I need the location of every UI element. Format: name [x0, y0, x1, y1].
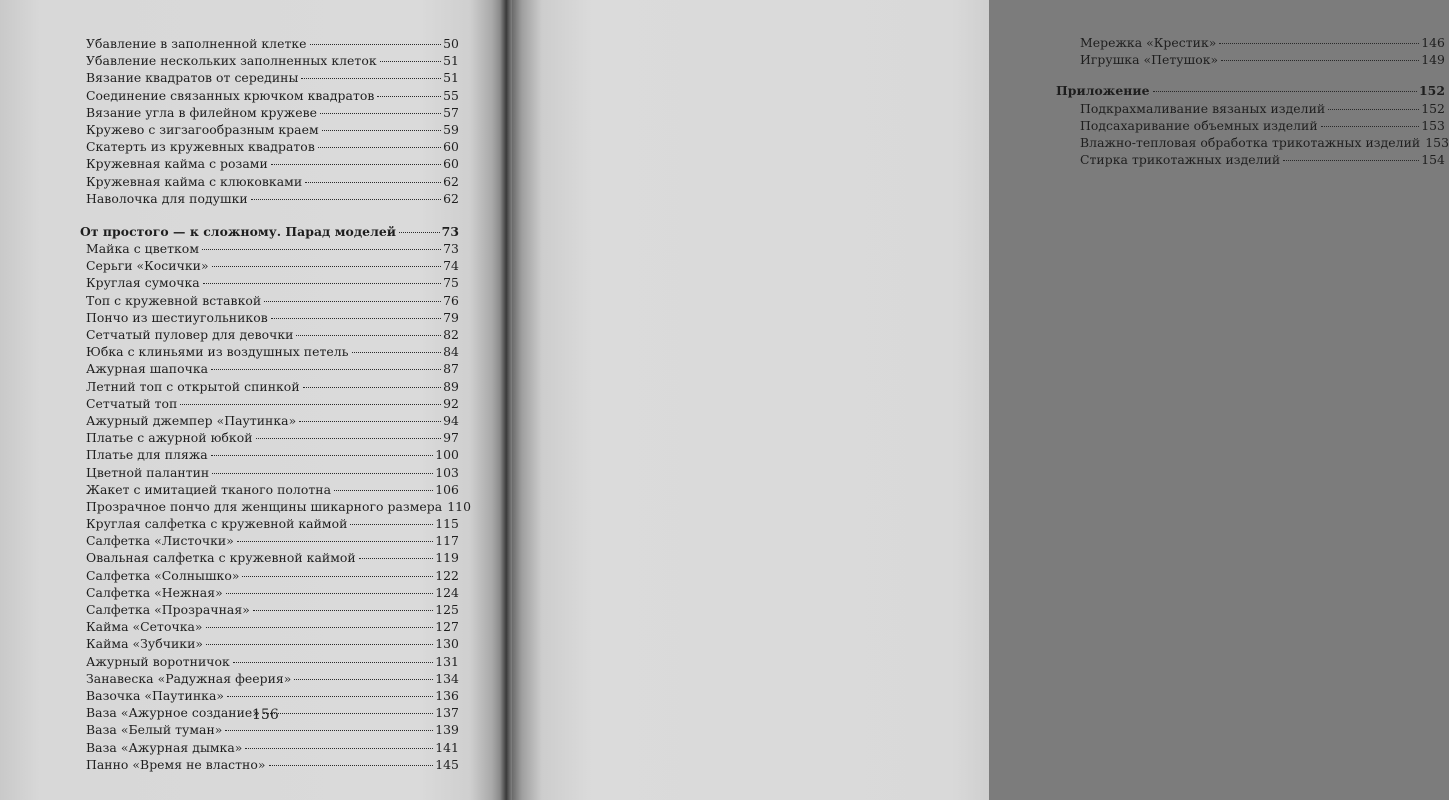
toc-entry-page-number: 75 — [443, 275, 459, 291]
toc-entry-title: Убавление нескольких заполненных клеток — [86, 53, 377, 69]
toc-entry-title: Игрушка «Петушок» — [1080, 52, 1219, 68]
toc-entry-page-number: 127 — [435, 619, 459, 635]
toc-entry-title: Ваза «Ажурное создание» — [86, 705, 260, 721]
dot-leader — [233, 651, 433, 663]
toc-entry-title: Убавление в заполненной клетке — [86, 36, 307, 51]
toc-entry-page-number: 100 — [435, 447, 459, 463]
toc-entry-title: Круглая сумочка — [86, 275, 200, 291]
toc-entry-title: Салфетка «Нежная» — [86, 584, 223, 600]
toc-entry-title: Майка с цветком — [86, 241, 200, 257]
toc-entry-page-number: 51 — [443, 53, 459, 69]
toc-section-heading-page-number: 152 — [1418, 83, 1445, 99]
toc-entry-page-number: 76 — [443, 292, 459, 308]
toc-entry-page-number: 125 — [435, 602, 459, 617]
toc-entry-title: Кайма «Зубчики» — [86, 636, 204, 652]
dot-leader — [352, 341, 442, 353]
toc-entry-page-number: 153 — [1421, 117, 1445, 133]
toc-entry-title: Серьги «Косички» — [86, 258, 209, 274]
dot-leader — [1321, 115, 1420, 127]
toc-section-heading-title: От простого — к сложному. Парад моделей — [80, 223, 397, 239]
dot-leader — [294, 668, 433, 680]
toc-entry-page-number: 62 — [443, 190, 459, 206]
toc-entry-page-number: 94 — [443, 412, 459, 428]
toc-entry-page-number: 84 — [443, 344, 459, 360]
toc-entry-page-number: 74 — [443, 258, 459, 274]
dot-leader — [211, 444, 433, 456]
toc-entry-title: Занавеска «Радужная феерия» — [86, 670, 292, 686]
toc-entry-title: Соединение связанных крючком квадратов — [86, 87, 375, 103]
toc-entry-page-number: 139 — [435, 722, 459, 738]
toc-entry-title: Салфетка «Листочки» — [86, 533, 234, 549]
toc-entry-title: Платье с ажурной юбкой — [86, 430, 253, 446]
toc-entry-page-number: 60 — [443, 156, 459, 172]
dot-leader — [322, 119, 441, 131]
toc-entry-title: Топ с кружевной вставкой — [86, 292, 262, 308]
dot-leader — [271, 153, 441, 165]
dot-leader — [242, 565, 433, 577]
toc-entry — [83, 190, 459, 207]
toc-entry-title: Скатерть из кружевных квадратов — [86, 139, 315, 155]
right-page — [512, 0, 1449, 800]
toc-entry — [83, 481, 459, 498]
toc-entry-title: Вязание квадратов от середины — [86, 70, 299, 86]
toc-entry-title: Жакет с имитацией тканого полотна — [86, 481, 332, 497]
toc-entry-title: Ажурная шапочка — [86, 361, 209, 377]
dot-leader — [1283, 149, 1419, 161]
dot-leader — [263, 702, 433, 714]
dot-leader — [380, 50, 441, 62]
toc-entry-title: Наволочка для подушки — [86, 190, 248, 206]
toc-entry-title: Сетчатый топ — [86, 395, 178, 411]
toc-entry-page-number: 87 — [443, 361, 459, 377]
toc-list-left — [80, 35, 472, 773]
dot-leader — [1221, 49, 1419, 61]
toc-entry-title: Ажурный воротничок — [86, 653, 230, 669]
dot-leader — [359, 547, 433, 559]
toc-entry-title: Цветной палантин — [86, 464, 210, 480]
toc-entry-page-number: 119 — [435, 550, 459, 566]
toc-entry-page-number: 152 — [1421, 100, 1445, 116]
toc-entry-page-number: 92 — [443, 395, 459, 411]
toc-entry — [1077, 151, 1445, 168]
toc-section-heading-page-number: 73 — [441, 223, 459, 239]
toc-entry-title: Платье для пляжа — [86, 447, 208, 463]
toc-entry-page-number: 154 — [1421, 152, 1445, 168]
dot-leader — [1219, 32, 1419, 44]
toc-entry-page-number: 57 — [443, 104, 459, 120]
toc-entry-title: Стирка трикотажных изделий — [1080, 152, 1281, 168]
toc-entry-title: Ваза «Ажурная дымка» — [86, 739, 243, 755]
toc-entry-title: Салфетка «Прозрачная» — [86, 602, 250, 617]
toc-entry-title: Кайма «Сеточка» — [86, 619, 203, 635]
toc-entry — [1077, 117, 1445, 134]
dot-leader — [303, 376, 442, 388]
toc-entry-page-number: 131 — [435, 653, 459, 669]
toc-entry-page-number: 117 — [435, 533, 459, 549]
toc-entry-title: Юбка с клиньями из воздушных петель — [86, 344, 349, 360]
dot-leader — [350, 513, 433, 525]
toc-entry-title: Вазочка «Паутинка» — [86, 687, 225, 703]
toc-entry-page-number: 51 — [443, 70, 459, 86]
dot-leader — [237, 530, 433, 542]
toc-entry-page-number: 136 — [435, 687, 459, 703]
dot-leader — [212, 462, 433, 474]
toc-entry-page-number: 134 — [435, 670, 459, 686]
toc-entry — [1077, 51, 1445, 68]
toc-entry-page-number: 115 — [435, 516, 459, 532]
dot-leader — [245, 737, 433, 749]
toc-entry-title: Пончо из шестиугольников — [86, 309, 268, 325]
dot-leader — [296, 324, 441, 336]
dot-leader — [226, 582, 433, 594]
dot-leader — [305, 171, 441, 183]
toc-entry-page-number: 73 — [443, 241, 459, 257]
dot-leader — [202, 238, 441, 250]
toc-entry-page-number: 124 — [435, 584, 459, 600]
toc-entry-title: Салфетка «Солнышко» — [86, 567, 240, 583]
toc-entry-title: Влажно-тепловая обработка трикотажных изделий — [1080, 134, 1421, 150]
toc-entry-page-number: 50 — [443, 36, 459, 51]
dot-leader — [211, 358, 441, 370]
toc-entry-page-number: 149 — [1421, 52, 1445, 68]
toc-entry-page-number: 89 — [443, 378, 459, 394]
dot-leader — [1328, 98, 1419, 110]
dot-leader — [269, 754, 434, 766]
toc-entry-page-number: 103 — [435, 464, 459, 480]
toc-entry-title: Кружевная кайма с розами — [86, 156, 268, 172]
dot-leader — [301, 67, 441, 79]
toc-entry-title: Вязание угла в филейном кружеве — [86, 104, 318, 120]
toc-entry-title: Круглая салфетка с кружевной каймой — [86, 516, 348, 532]
dot-leader — [256, 427, 442, 439]
toc-entry-page-number: 130 — [435, 636, 459, 652]
toc-entry-title: Кружевная кайма с клюковками — [86, 173, 303, 189]
dot-leader — [318, 136, 441, 148]
left-page — [0, 0, 505, 800]
dot-leader — [299, 410, 441, 422]
dot-leader — [253, 599, 433, 611]
dot-leader — [206, 633, 433, 645]
dot-leader — [334, 479, 433, 491]
toc-entry-page-number: 137 — [435, 705, 459, 721]
toc-entry-page-number: 79 — [443, 309, 459, 325]
toc-entry-page-number: 145 — [435, 756, 459, 772]
toc-entry-title: Подкрахмаливание вязаных изделий — [1080, 100, 1326, 116]
toc-entry-page-number: 110 — [447, 498, 472, 514]
toc-entry — [83, 756, 459, 773]
dot-leader — [399, 221, 440, 233]
toc-entry-title: Летний топ с открытой спинкой — [86, 378, 300, 394]
toc-entry-title: Овальная салфетка с кружевной каймой — [86, 550, 356, 566]
dot-leader — [180, 393, 441, 405]
page-number: 156 — [252, 707, 279, 723]
toc-entry-title: Подсахаривание объемных изделий — [1080, 117, 1318, 133]
dot-leader — [212, 255, 442, 267]
toc-entry-page-number: 82 — [443, 327, 459, 342]
toc-entry-page-number: 106 — [435, 481, 459, 497]
dot-leader — [1153, 80, 1417, 92]
toc-entry-page-number: 146 — [1421, 35, 1445, 50]
toc-entry-page-number: 60 — [443, 139, 459, 155]
toc-entry-title: Прозрачное пончо для женщины шикарного размера — [86, 498, 443, 514]
dot-leader — [203, 272, 441, 284]
toc-entry-page-number: 122 — [435, 567, 459, 583]
toc-section-heading-title: Приложение — [1056, 83, 1150, 99]
dot-leader — [271, 307, 441, 319]
toc-entry-title: Кружево с зигзагообразным краем — [86, 121, 319, 137]
dot-leader — [227, 685, 433, 697]
toc-entry-page-number: 55 — [443, 87, 459, 103]
dot-leader — [251, 188, 441, 200]
toc-entry-title: Ажурный джемпер «Паутинка» — [86, 412, 297, 428]
toc-list-right — [1056, 34, 1449, 168]
toc-entry-page-number: 141 — [435, 739, 459, 755]
toc-entry-title: Ваза «Белый туман» — [86, 722, 223, 738]
dot-leader — [310, 33, 442, 45]
dot-leader — [206, 616, 434, 628]
toc-entry-page-number: 62 — [443, 173, 459, 189]
toc-entry-page-number: 97 — [443, 430, 459, 446]
dot-leader — [377, 85, 441, 97]
toc-entry-title: Панно «Время не властно» — [86, 756, 266, 772]
toc-entry-title: Сетчатый пуловер для девочки — [86, 327, 294, 342]
toc-entry-page-number: 153 — [1425, 134, 1449, 150]
dot-leader — [264, 290, 441, 302]
toc-entry-page-number: 59 — [443, 121, 459, 137]
toc-entry-title: Мережка «Крестик» — [1080, 35, 1217, 50]
dot-leader — [320, 102, 441, 114]
